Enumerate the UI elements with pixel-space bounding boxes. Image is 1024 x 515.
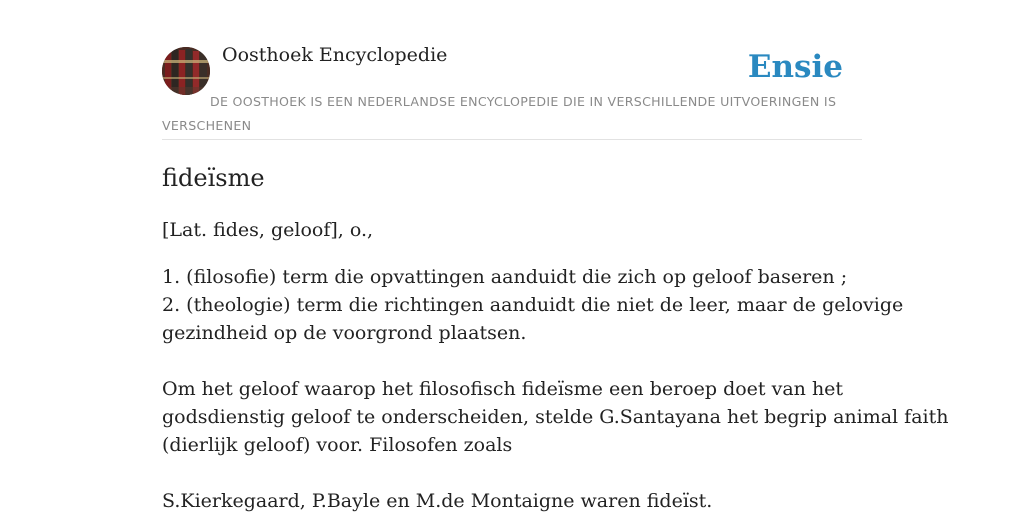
- site-header: [162, 0, 862, 140]
- paragraph-gap: [162, 347, 862, 375]
- encyclopedia-books-icon[interactable]: [162, 47, 210, 95]
- definition-line: godsdienstig geloof te onderscheiden, stelde G.Santayana het begrip animal faith: [162, 406, 949, 428]
- etymology: [Lat. fides, geloof], o.,: [162, 219, 374, 241]
- article-title: fideïsme: [162, 164, 265, 192]
- site-name-link[interactable]: Oosthoek Encyclopedie: [222, 44, 448, 66]
- definition-line: Om het geloof waarop het filosofisch fideïsme een beroep doet van het: [162, 378, 844, 400]
- site-tagline: DE OOSTHOEK IS EEN NEDERLANDSE ENCYCLOPEDIE DIE IN VERSCHILLENDE UITVOERINGEN IS VERSCHENEN: [162, 94, 837, 133]
- definition-line: (dierlijk geloof) voor. Filosofen zoals: [162, 434, 513, 456]
- definition-line: 2. (theologie) term die richtingen aanduidt die niet de leer, maar de gelovige: [162, 294, 904, 316]
- definition-text: [162, 263, 949, 515]
- paragraph-gap: [162, 459, 862, 487]
- brand-logo-link[interactable]: Ensie: [747, 49, 843, 85]
- definition-line: S.Kierkegaard, P.Bayle en M.de Montaigne waren fideïst.: [162, 490, 713, 512]
- page: [162, 0, 949, 512]
- definition-line: gezindheid op de voorgrond plaatsen.: [162, 322, 527, 344]
- definition-line: 1. (filosofie) term die opvattingen aanduidt die zich op geloof baseren ;: [162, 266, 848, 288]
